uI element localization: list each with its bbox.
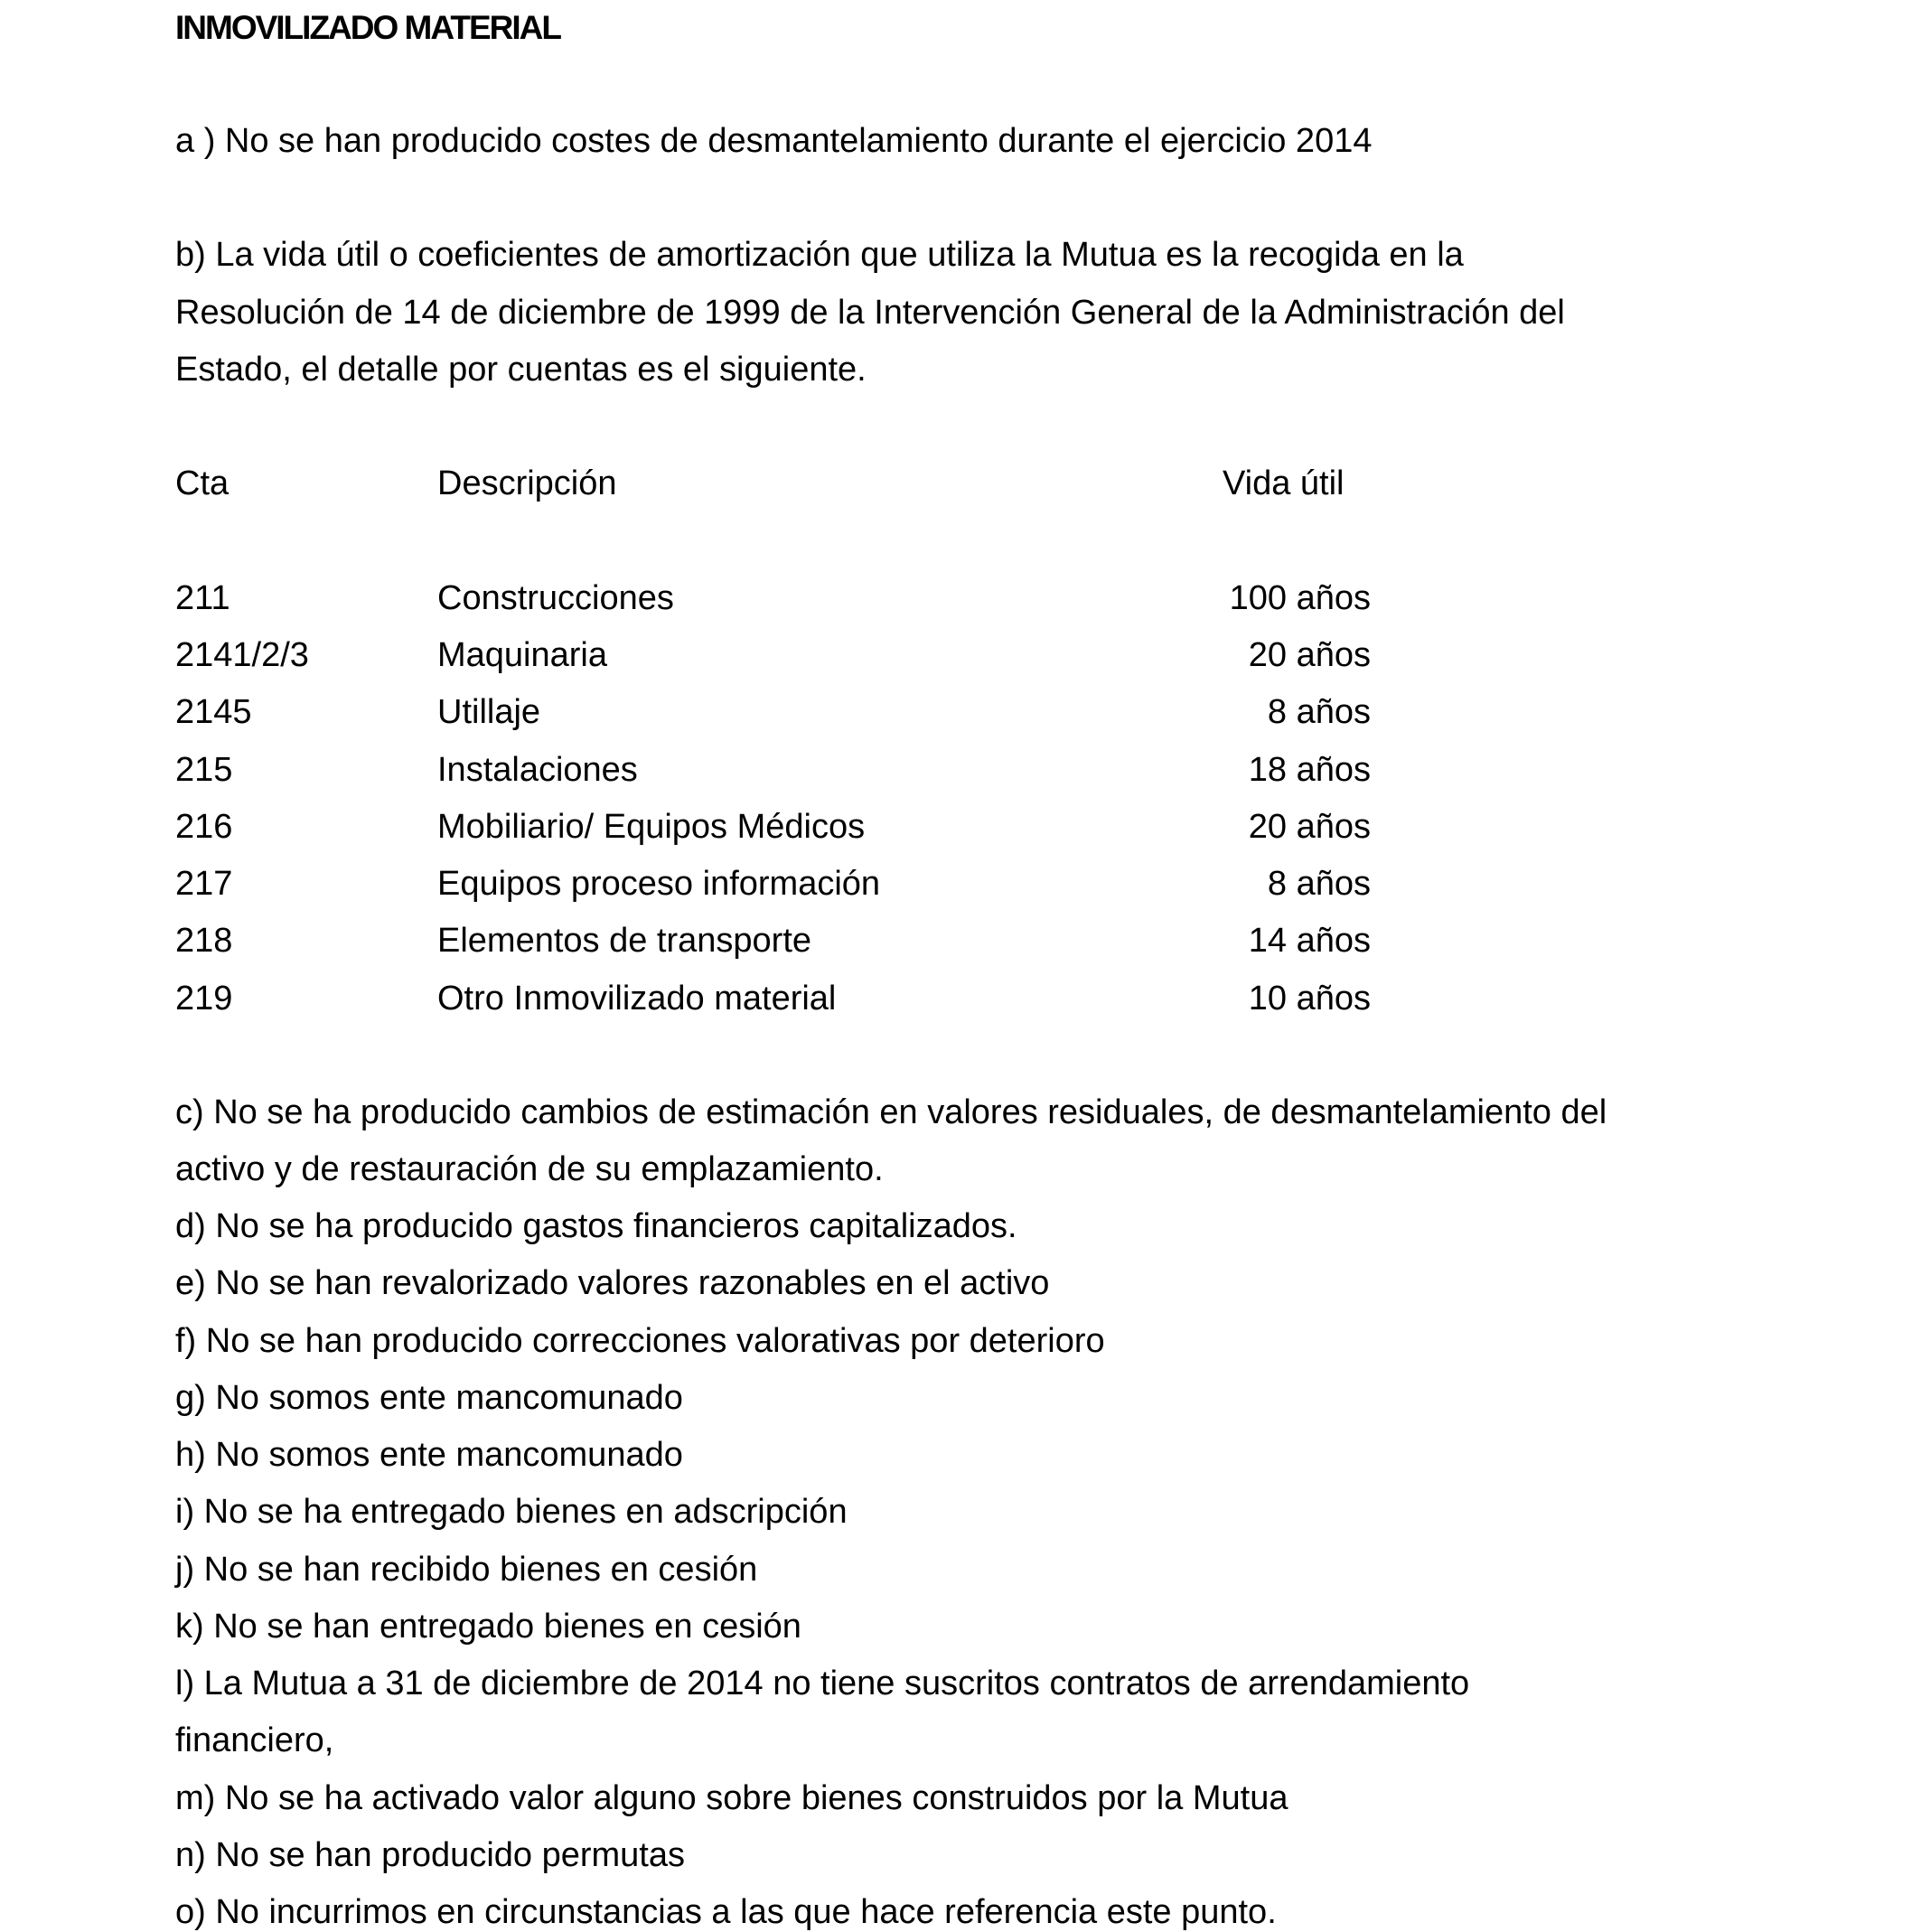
table-cell-descripcion: Elementos de transporte: [437, 922, 812, 960]
table-cell-cta: 211: [175, 579, 230, 617]
table-cell-cta: 217: [175, 865, 233, 903]
item-d: d) No se ha producido gastos financieros capitalizados.: [175, 1207, 1017, 1245]
table-cell-vida-util: 8 años: [1267, 693, 1371, 731]
table-cell-cta: 216: [175, 808, 233, 846]
table-header-cta: Cta: [175, 464, 230, 502]
table-header-vida-util: Vida útil: [1223, 464, 1345, 502]
item-n: n) No se han producido permutas: [175, 1836, 685, 1874]
paragraph-a: a ) No se han producido costes de desmantelamiento durante el ejercicio 2014: [175, 122, 1373, 160]
item-l-line-1: l) La Mutua a 31 de diciembre de 2014 no tiene suscritos contratos de arrendamiento: [175, 1665, 1470, 1702]
table-cell-vida-util: 14 años: [1248, 922, 1371, 960]
table-cell-cta: 2145: [175, 693, 252, 731]
table-cell-vida-util: 10 años: [1248, 980, 1371, 1018]
table-cell-descripcion: Utillaje: [437, 693, 541, 731]
table-cell-vida-util: 20 años: [1248, 636, 1371, 674]
item-k: k) No se han entregado bienes en cesión: [175, 1608, 801, 1646]
table-cell-cta: 2141/2/3: [175, 636, 309, 674]
table-cell-descripcion: Mobiliario/ Equipos Médicos: [437, 808, 866, 846]
item-e: e) No se han revalorizado valores razonables en el activo: [175, 1264, 1050, 1302]
item-l-line-2: financiero,: [175, 1721, 334, 1759]
item-g: g) No somos ente mancomunado: [175, 1379, 683, 1417]
table-cell-descripcion: Instalaciones: [437, 751, 638, 789]
item-f: f) No se han producido correcciones valorativas por deterioro: [175, 1322, 1105, 1360]
table-cell-vida-util: 20 años: [1248, 808, 1371, 846]
paragraph-b-line-2: Resolución de 14 de diciembre de 1999 de la Intervención General de la Administración del: [175, 294, 1565, 332]
table-cell-cta: 215: [175, 751, 233, 789]
paragraph-b-line-3: Estado, el detalle por cuentas es el siguiente.: [175, 351, 867, 389]
table-cell-descripcion: Construcciones: [437, 579, 674, 617]
table-cell-vida-util: 100 años: [1229, 579, 1371, 617]
paragraph-b-line-1: b) La vida útil o coeficientes de amortización que utiliza la Mutua es la recogida en la: [175, 236, 1464, 274]
document-title: INMOVILIZADO MATERIAL: [175, 9, 560, 46]
table-cell-descripcion: Otro Inmovilizado material: [437, 980, 837, 1018]
table-header-descripcion: Descripción: [437, 464, 617, 502]
item-j: j) No se han recibido bienes en cesión: [175, 1551, 758, 1589]
table-cell-descripcion: Maquinaria: [437, 636, 607, 674]
table-cell-cta: 219: [175, 980, 233, 1018]
item-i: i) No se ha entregado bienes en adscripción: [175, 1493, 848, 1531]
table-cell-descripcion: Equipos proceso información: [437, 865, 881, 903]
table-cell-vida-util: 18 años: [1248, 751, 1371, 789]
table-cell-cta: 218: [175, 922, 233, 960]
item-o: o) No incurrimos en circunstancias a las que hace referencia este punto.: [175, 1893, 1277, 1931]
item-m: m) No se ha activado valor alguno sobre bienes construidos por la Mutua: [175, 1779, 1288, 1817]
table-cell-vida-util: 8 años: [1267, 865, 1371, 903]
item-h: h) No somos ente mancomunado: [175, 1436, 683, 1474]
item-c-line-2: activo y de restauración de su emplazamiento.: [175, 1150, 884, 1188]
item-c-line-1: c) No se ha producido cambios de estimación en valores residuales, de desmantelamiento del: [175, 1093, 1607, 1131]
